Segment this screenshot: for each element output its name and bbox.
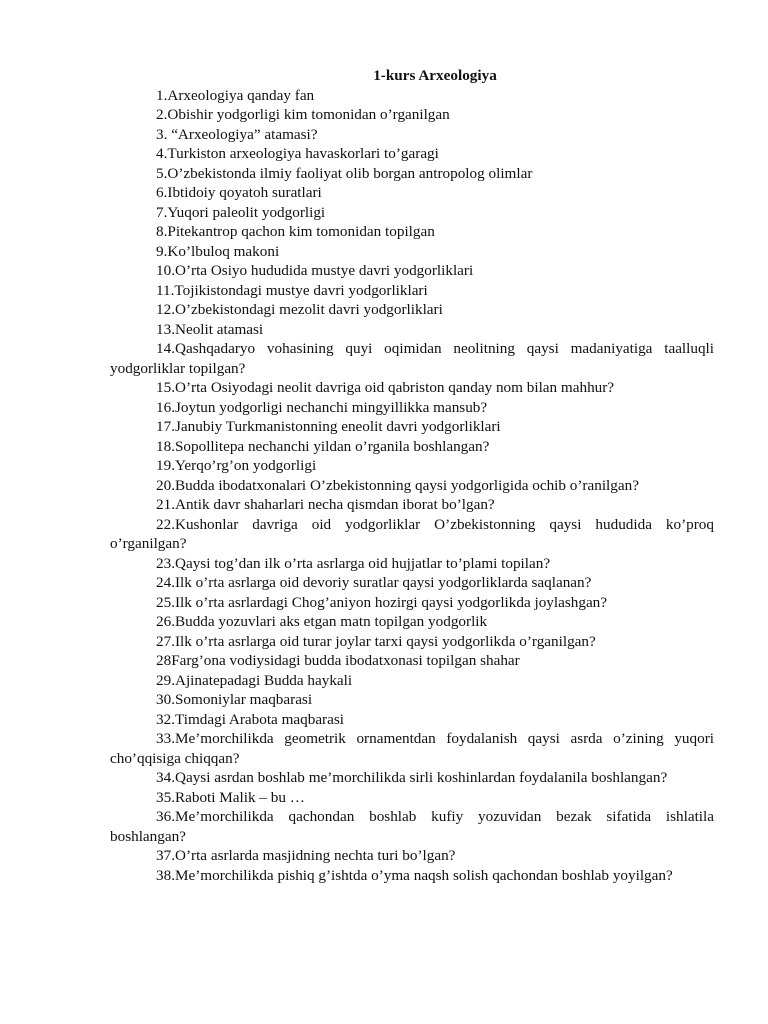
question-item: 15.O’rta Osiyodagi neolit davriga oid qabriston qanday nom bilan mahhur? xyxy=(156,379,615,396)
question-item: 5.O’zbekistonda ilmiy faoliyat olib borgan antropolog olimlar xyxy=(156,164,533,182)
question-item: 28Farg’ona vodiysidagi budda ibodatxonasi topilgan shahar xyxy=(156,652,520,669)
question-item: 9.Ko’lbuloq makoni xyxy=(156,242,280,260)
question-item: 24.Ilk o’rta asrlarga oid devoriy suratlar qaysi yodgorliklarda saqlanan? xyxy=(156,574,592,591)
question-item: 12.O’zbekistondagi mezolit davri yodgorliklari xyxy=(156,301,443,318)
question-list xyxy=(110,86,714,886)
question-item: 32.Timdagi Arabota maqbarasi xyxy=(156,710,344,728)
question-item: 6.Ibtidoiy qoyatoh suratlari xyxy=(156,184,322,201)
page-title: 1-kurs Arxeologiya xyxy=(373,67,497,84)
document-page xyxy=(110,66,714,885)
question-item: 3. “Arxeologiya” atamasi? xyxy=(156,125,318,143)
question-item: 11.Tojikistondagi mustye davri yodgorliklari xyxy=(156,281,428,299)
question-item: 27.Ilk o’rta asrlarga oid turar joylar tarxi qaysi yodgorlikda o’rganilgan? xyxy=(156,632,596,650)
question-item: 1.Arxeologiya qanday fan xyxy=(156,86,315,104)
question-item: 4.Turkiston arxeologiya havaskorlari to’garagi xyxy=(156,145,439,162)
question-item: 13.Neolit atamasi xyxy=(156,320,264,338)
question-item: 35.Raboti Malik – bu … xyxy=(156,788,305,806)
question-item: 18.Sopollitepa nechanchi yildan o’rganila boshlangan? xyxy=(156,437,490,455)
question-item: 10.O’rta Osiyo hududida mustye davri yodgorliklari xyxy=(156,262,474,279)
question-item: 30.Somoniylar maqbarasi xyxy=(156,691,313,708)
question-item: 22.Kushonlar davriga oid yodgorliklar O’zbekistonning qaysi hududida ko’proq o’rganilgan? xyxy=(110,515,714,552)
question-item: 2.Obishir yodgorligi kim tomonidan o’rganilgan xyxy=(156,106,450,123)
question-item: 37.O’rta asrlarda masjidning nechta turi bo’lgan? xyxy=(156,847,456,864)
question-item: 16.Joytun yodgorligi nechanchi mingyillikka mansub? xyxy=(156,398,488,416)
question-item: 33.Me’morchilikda geometrik ornamentdan foydalanish qaysi asrda o’zining yuqori cho’qqisiga chiqqan? xyxy=(110,730,714,767)
question-item: 17.Janubiy Turkmanistonning eneolit davri yodgorliklari xyxy=(156,418,501,435)
question-item: 14.Qashqadaryo vohasining quyi oqimidan neolitning qaysi madaniyatiga taalluqli yodgorliklar topilgan? xyxy=(110,340,714,377)
question-item: 34.Qaysi asrdan boshlab me’morchilikda sirli koshinlardan foydalanila boshlangan? xyxy=(156,769,668,786)
question-item: 19.Yerqo’rg’on yodgorligi xyxy=(156,457,317,474)
question-item: 23.Qaysi tog’dan ilk o’rta asrlarga oid hujjatlar to’plami topilan? xyxy=(156,554,551,572)
question-item: 36.Me’morchilikda qachondan boshlab kufiy yozuvidan bezak sifatida ishlatila boshlangan? xyxy=(110,808,714,845)
question-item: 8.Pitekantrop qachon kim tomonidan topilgan xyxy=(156,223,435,240)
question-item: 7.Yuqori paleolit yodgorligi xyxy=(156,203,326,221)
question-item: 21.Antik davr shaharlari necha qismdan iborat bo’lgan? xyxy=(156,496,495,513)
question-item: 26.Budda yozuvlari aks etgan matn topilgan yodgorlik xyxy=(156,613,488,630)
question-item: 20.Budda ibodatxonalari O’zbekistonning qaysi yodgorligida ochib o’ranilgan? xyxy=(156,476,639,494)
question-item: 25.Ilk o’rta asrlardagi Chog’aniyon hozirgi qaysi yodgorlikda joylashgan? xyxy=(156,593,608,611)
question-item: 38.Me’morchilikda pishiq g’ishtda o’yma naqsh solish qachondan boshlab yoyilgan? xyxy=(156,866,673,884)
question-item: 29.Ajinatepadagi Budda haykali xyxy=(156,671,353,689)
